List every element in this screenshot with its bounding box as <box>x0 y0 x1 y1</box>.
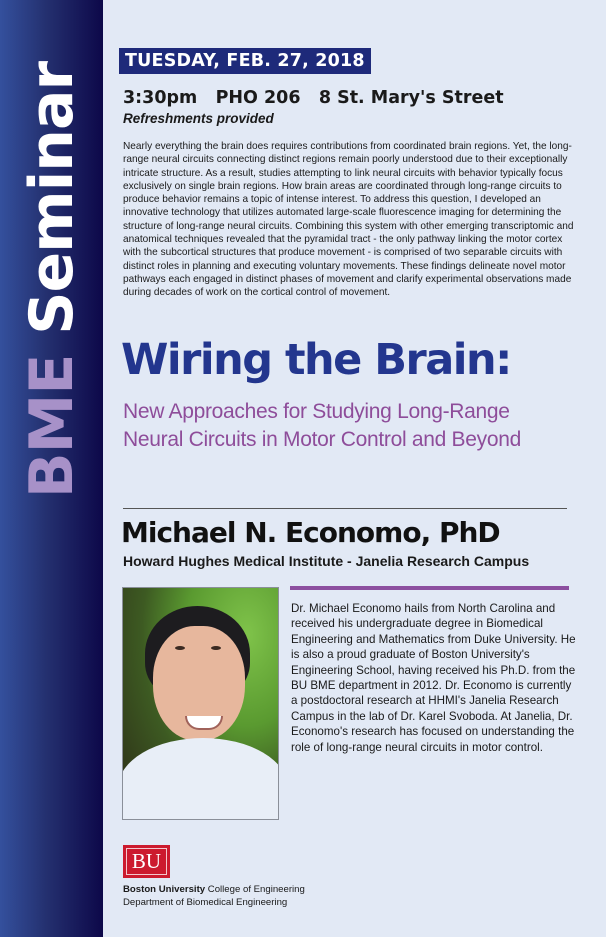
sidebar-banner <box>0 0 103 937</box>
speaker-photo <box>122 587 279 820</box>
college-name: College of Engineering <box>207 884 305 895</box>
institution-text <box>123 884 305 909</box>
refreshments-note: Refreshments provided <box>123 111 274 126</box>
seminar-label: Seminar <box>17 61 87 335</box>
bu-logo: BU <box>123 845 170 878</box>
event-time-location: 3:30pm PHO 206 8 St. Mary's Street <box>123 88 504 108</box>
institution-line-1 <box>123 884 305 897</box>
event-date: TUESDAY, FEB. 27, 2018 <box>119 48 371 74</box>
accent-divider <box>290 586 569 590</box>
university-name: Boston University <box>123 884 206 895</box>
divider <box>123 508 567 509</box>
photo-shirt <box>122 738 279 820</box>
speaker-name: Michael N. Economo, PhD <box>121 516 500 549</box>
seminar-series-title <box>17 61 87 499</box>
photo-eye-left <box>175 646 185 650</box>
photo-eye-right <box>211 646 221 650</box>
speaker-bio: Dr. Michael Economo hails from North Carolina and received his undergraduate degree in Biomedical Engineering and Mathematics from Duke University. He is also a proud graduate of Boston University's Engineering School, having received his Ph.D. from the BU BME department in 2012. Dr. Economo is currently a postdoctoral research at HHMI's Janelia Research Campus in the lab of Dr. Karel Svoboda. At Janelia, Dr. Economo's research has focused on understanding the role of long-range neural circuits in motor control. <box>291 602 576 754</box>
talk-abstract: Nearly everything the brain does requires contributions from coordinated brain regions. Yet, the long-range neural circuits connecting distinct regions remain poorly understood due to their exceptionally intricate structure. As a result, studies attempting to link neural circuits with behavior typically focus exclusively on single brain regions. How brain areas are coordinated through long-range circuits to produce behavior remains a topic of intense interest. To address this question, I developed an innovative technology that utilizes automated large-scale fluorescence imaging for determining the structure of long-range neural circuits. Combining this system with other emerging transcriptomic and anatomical techniques revealed that the pyramidal tract - the only pathway linking the motor cortex with the subcortical structures that produce movement - is comprised of two separable circuits with distinct roles in planning and executing voluntary movements. These findings delineate novel motor pathways each engaged in distinct phases of movement and clarify experimental observations made during decades of work on the cortical control of movement. <box>123 141 574 299</box>
talk-subtitle: New Approaches for Studying Long-Range Neural Circuits in Motor Control and Beyond <box>123 400 521 451</box>
speaker-affiliation: Howard Hughes Medical Institute - Janelia Research Campus <box>123 553 530 569</box>
bme-label: BME <box>17 354 87 499</box>
talk-title: Wiring the Brain: <box>121 335 511 385</box>
department-name: Department of Biomedical Engineering <box>123 896 288 908</box>
